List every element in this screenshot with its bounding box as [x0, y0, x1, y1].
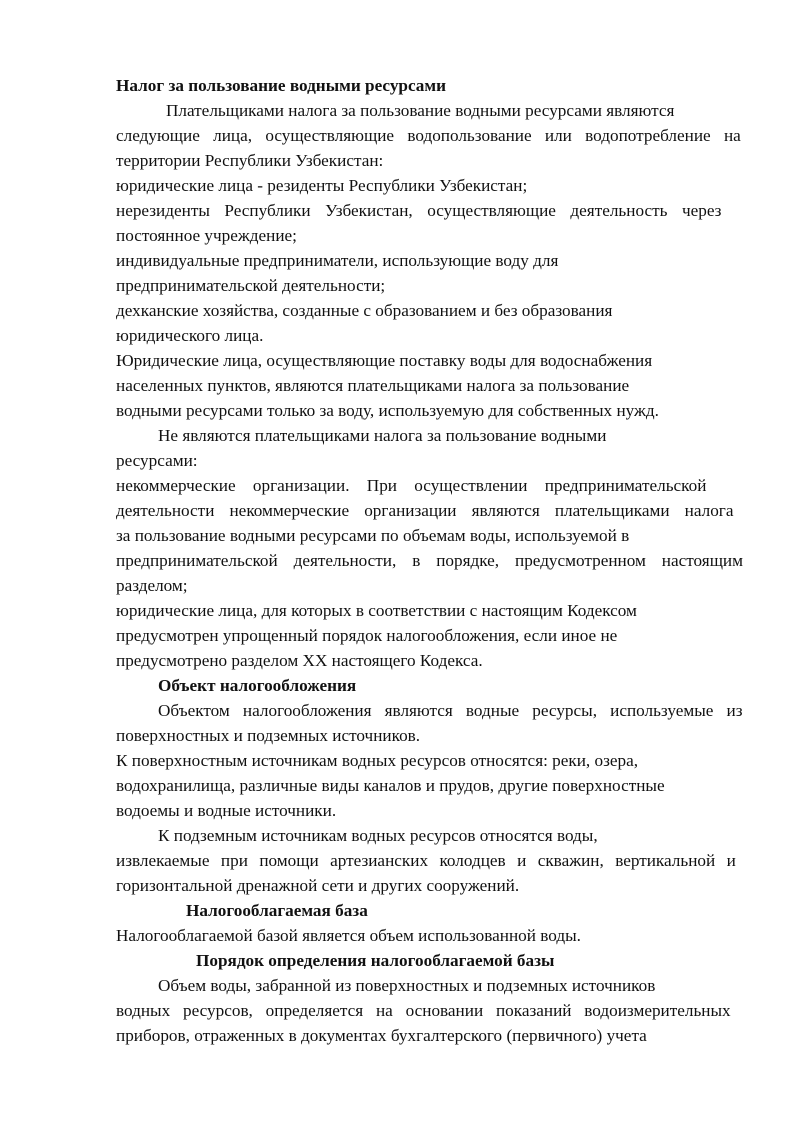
text-line: водными ресурсами только за воду, используемую для собственных нужд. [116, 401, 659, 420]
text-line: юридического лица. [116, 326, 264, 345]
text-line: за пользование водными ресурсами по объемам воды, используемой в [116, 526, 630, 545]
text-line: территории Республики Узбекистан: [116, 151, 384, 170]
text-line: Не являются плательщиками налога за пользование водными [158, 426, 607, 445]
text-line: предусмотрено разделом XX настоящего Кодекса. [116, 651, 483, 670]
text-line: ресурсами: [116, 451, 198, 470]
text-line: поверхностных и подземных источников. [116, 726, 421, 745]
section-heading: Налог за пользование водными ресурсами [116, 76, 447, 95]
text-line: населенных пунктов, являются плательщиками налога за пользование [116, 376, 630, 395]
text-line: индивидуальные предприниматели, использующие воду для [116, 251, 559, 270]
text-line: водоемы и водные источники. [116, 801, 337, 820]
text-line: разделом; [116, 576, 188, 595]
text-line: К подземным источникам водных ресурсов относятся воды, [158, 826, 598, 845]
text-line: приборов, отраженных в документах бухгалтерского (первичного) учета [116, 1026, 647, 1045]
text-line: Плательщиками налога за пользование водными ресурсами являются [166, 101, 675, 120]
text-line: извлекаемые при помощи артезианских колодцев и скважин, вертикальной и [116, 851, 736, 870]
text-line: некоммерческие организации. При осуществлении предпринимательской [116, 476, 707, 495]
text-line: Объектом налогообложения являются водные ресурсы, используемые из [158, 701, 743, 720]
text-line: К поверхностным источникам водных ресурсов относятся: реки, озера, [116, 751, 639, 770]
text-line: юридические лица, для которых в соответствии с настоящим Кодексом [116, 601, 637, 620]
text-line: предусмотрен упрощенный порядок налогообложения, если иное не [116, 626, 618, 645]
section-heading: Порядок определения налогооблагаемой базы [196, 951, 555, 970]
section-heading: Объект налогообложения [158, 676, 357, 695]
text-line: следующие лица, осуществляющие водопользование или водопотребление на [116, 126, 741, 145]
text-line: деятельности некоммерческие организации являются плательщиками налога [116, 501, 734, 520]
section-heading: Налогооблагаемая база [186, 901, 368, 920]
text-line: юридические лица - резиденты Республики Узбекистан; [116, 176, 528, 195]
text-line: водохранилища, различные виды каналов и прудов, другие поверхностные [116, 776, 665, 795]
text-line: водных ресурсов, определяется на основании показаний водоизмерительных [116, 1001, 731, 1020]
text-line: дехканские хозяйства, созданные с образованием и без образования [116, 301, 613, 320]
text-line: Налогооблагаемой базой является объем использованной воды. [116, 926, 581, 945]
text-line: постоянное учреждение; [116, 226, 297, 245]
text-line: нерезиденты Республики Узбекистан, осуществляющие деятельность через [116, 201, 722, 220]
text-line: предпринимательской деятельности, в порядке, предусмотренном настоящим [116, 551, 743, 570]
text-line: Юридические лица, осуществляющие поставку воды для водоснабжения [116, 351, 653, 370]
text-line: Объем воды, забранной из поверхностных и подземных источников [158, 976, 656, 995]
text-line: горизонтальной дренажной сети и других сооружений. [116, 876, 520, 895]
text-line: предпринимательской деятельности; [116, 276, 386, 295]
